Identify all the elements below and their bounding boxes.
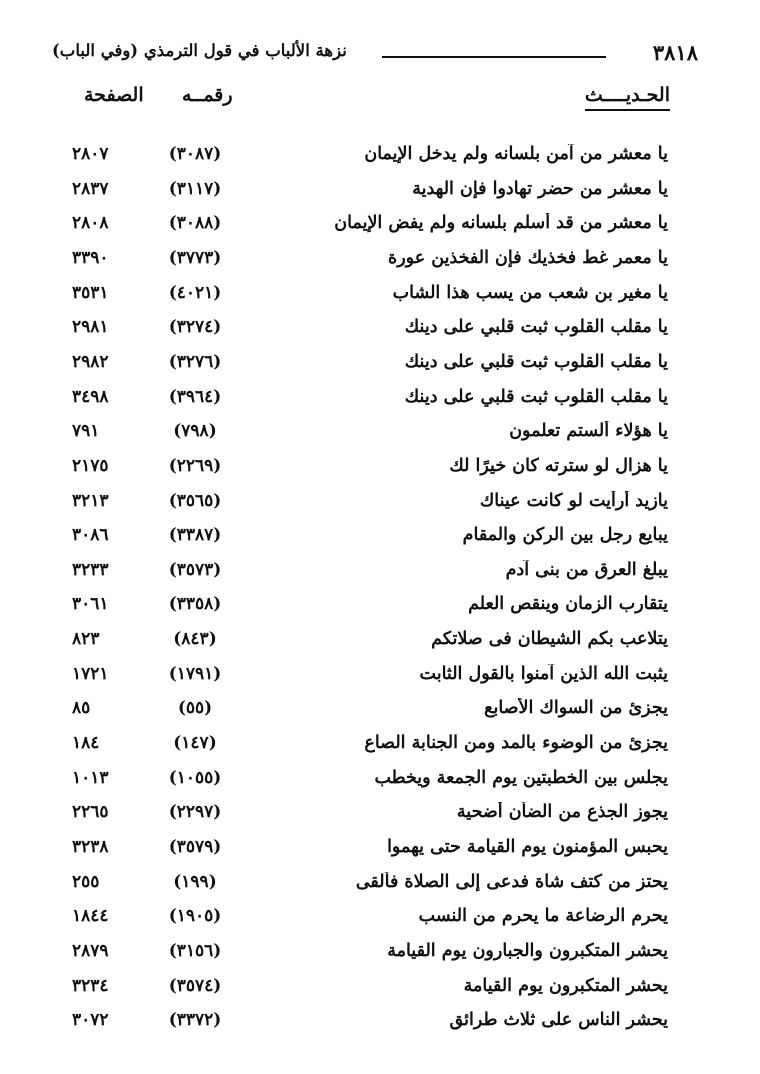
index-row <box>0 140 760 175</box>
hadith-text: يحشر المتكبرون يوم القيامة <box>463 975 668 996</box>
hadith-text: يجلس بين الخطبتين يوم الجمعة ويخطب <box>374 767 668 788</box>
index-row <box>0 590 760 625</box>
hadith-page: ٣٠٦١ <box>72 594 109 615</box>
hadith-text: يتلاعب بكم الشيطان فى صلاتكم <box>431 629 668 650</box>
hadith-text: يبلغ العرق من بنى آدم <box>505 559 668 580</box>
index-row <box>0 279 760 314</box>
hadith-number: (٣١١٧) <box>168 178 222 199</box>
column-header-number: رقمــه <box>182 84 233 106</box>
hadith-text: يتقارب الزمان وينقص العلم <box>468 594 668 615</box>
index-row <box>0 660 760 695</box>
hadith-page: ٣٢٣٤ <box>72 975 109 996</box>
hadith-number: (١٠٥٥) <box>168 767 222 788</box>
index-row <box>0 1006 760 1041</box>
hadith-number: (٣٣٥٨) <box>168 594 222 615</box>
index-row <box>0 383 760 418</box>
index-row <box>0 902 760 937</box>
index-row <box>0 521 760 556</box>
hadith-page: ٢١٧٥ <box>72 455 109 476</box>
hadith-page: ٨٢٣ <box>72 629 100 650</box>
index-row <box>0 487 760 522</box>
index-row <box>0 417 760 452</box>
hadith-number: (٣٣٨٧) <box>168 525 222 546</box>
hadith-text: يا مقلب القلوب ثبت قلبي على دينك <box>404 351 668 372</box>
index-row <box>0 244 760 279</box>
hadith-text: يحبس المؤمنون يوم القيامة حتى يهموا <box>387 837 668 857</box>
hadith-number: (١٤٧) <box>173 733 217 754</box>
hadith-text: يجوز الجذع من الضأن أضحية <box>456 802 668 823</box>
index-row <box>0 694 760 729</box>
hadith-text: يا مقلب القلوب ثبت قلبي على دينك <box>404 317 668 338</box>
index-row <box>0 452 760 487</box>
header-rule <box>382 56 606 58</box>
index-row <box>0 348 760 383</box>
hadith-number: (٢٢٦٩) <box>168 455 222 476</box>
hadith-number: (٣١٥٦) <box>168 940 222 961</box>
index-row <box>0 556 760 591</box>
hadith-text: يثبت الله الذين آمنوا بالقول الثابت <box>419 663 668 684</box>
hadith-page: ١٠١٣ <box>72 767 109 788</box>
hadith-number: (٣٢٧٦) <box>168 351 222 372</box>
hadith-text: يا معمر غط فخذيك فإن الفخذين عورة <box>388 247 668 268</box>
hadith-text: يا معشر من حضر تهادوا فإن الهدية <box>412 178 668 199</box>
hadith-page: ٢٢٦٥ <box>72 802 109 823</box>
hadith-number: (٣٩٦٤) <box>168 386 222 407</box>
index-row <box>0 937 760 972</box>
hadith-text: يا هؤلاء ألستم تعلمون <box>509 421 668 442</box>
hadith-number: (٨٤٣) <box>173 629 217 650</box>
hadith-page: ٢٩٨٢ <box>72 351 109 372</box>
hadith-text: يحشر الناس على ثلاث طرائق <box>449 1010 668 1031</box>
hadith-page: ٢٨٧٩ <box>72 940 109 961</box>
hadith-number: (٣٠٨٧) <box>168 144 222 164</box>
hadith-page: ٨٥ <box>72 698 91 719</box>
index-row <box>0 313 760 348</box>
hadith-page: ١٧٢١ <box>72 663 109 684</box>
hadith-text: يا معشر من آمن بلسانه ولم يدخل الإيمان <box>364 144 668 164</box>
hadith-number: (٣٠٨٨) <box>168 213 222 234</box>
column-header-hadith-label: الحـديــــث <box>585 84 670 111</box>
hadith-text: يا معشر من قد أسلم بلسانه ولم يفض الإيمان <box>334 213 668 234</box>
hadith-page: ١٨٤٤ <box>72 906 109 927</box>
hadith-text: يا مغير بن شعب من يسب هذا الشاب <box>392 282 668 303</box>
index-row <box>0 175 760 210</box>
hadith-number: (٣٣٧٢) <box>168 1010 222 1031</box>
hadith-text: يا هزال لو سترته كان خيرًا لك <box>449 455 668 476</box>
hadith-text: يحشر المتكبرون والجبارون يوم القيامة <box>387 940 668 961</box>
index-row <box>0 209 760 244</box>
hadith-page: ٢٨٣٧ <box>72 178 109 199</box>
hadith-number: (١٩٠٥) <box>168 906 222 927</box>
index-row <box>0 764 760 799</box>
column-header-hadith <box>585 84 670 111</box>
hadith-page: ٣٠٨٦ <box>72 525 109 546</box>
hadith-number: (٣٥٧٩) <box>168 837 222 857</box>
index-row <box>0 833 760 868</box>
hadith-page: ٢٥٥ <box>72 871 100 892</box>
hadith-text: يجزئ من الوضوء بالمد ومن الجنابة الصاع <box>364 733 668 754</box>
hadith-number: (٢٢٩٧) <box>168 802 222 823</box>
hadith-number: (٣٥٧٣) <box>168 559 222 580</box>
hadith-page: ٣٤٩٨ <box>72 386 109 407</box>
hadith-text: يجزئ من السواك الأصابع <box>484 698 668 719</box>
running-title: نزهة الألباب في قول الترمذي (وفي الباب) <box>52 41 347 60</box>
hadith-number: (١٩٩) <box>173 871 217 892</box>
running-header <box>52 40 698 74</box>
hadith-text: يازيد أرأيت لو كانت عيناك <box>479 490 668 511</box>
hadith-text: يبايع رجل بين الركن والمقام <box>462 525 668 546</box>
hadith-page: ١٨٤ <box>72 733 100 754</box>
page-number: ٣٨١٨ <box>652 40 698 65</box>
hadith-page: ٢٩٨١ <box>72 317 109 338</box>
hadith-text: يا مقلب القلوب ثبت قلبي على دينك <box>404 386 668 407</box>
hadith-number: (٧٩٨) <box>173 421 217 442</box>
hadith-page: ٢٨٠٨ <box>72 213 109 234</box>
hadith-text: يحرم الرضاعة ما يحرم من النسب <box>418 906 668 927</box>
hadith-page: ٣٢٣٣ <box>72 559 109 580</box>
hadith-number: (٤٠٢١) <box>168 282 222 303</box>
hadith-page: ٣٢١٣ <box>72 490 109 511</box>
index-row <box>0 868 760 903</box>
hadith-number: (٣٥٦٥) <box>168 490 222 511</box>
hadith-number: (٥٥) <box>177 698 213 719</box>
hadith-page: ٣٣٩٠ <box>72 247 109 268</box>
hadith-number: (٣٥٧٤) <box>168 975 222 996</box>
hadith-page: ٢٨٠٧ <box>72 144 109 164</box>
hadith-number: (٣٧٧٣) <box>168 247 222 268</box>
hadith-page: ٣٠٧٢ <box>72 1010 109 1031</box>
hadith-number: (١٧٩١) <box>168 663 222 684</box>
hadith-page: ٣٢٣٨ <box>72 837 109 857</box>
hadith-text: يحتز من كتف شاة فدعى إلى الصلاة فألقى <box>355 871 668 892</box>
hadith-page: ٣٥٣١ <box>72 282 109 303</box>
hadith-number: (٣٢٧٤) <box>168 317 222 338</box>
hadith-page: ٧٩١ <box>72 421 100 442</box>
column-header-page: الصفحة <box>84 84 144 106</box>
index-row <box>0 798 760 833</box>
index-row <box>0 972 760 1007</box>
index-row <box>0 625 760 660</box>
index-row <box>0 729 760 764</box>
